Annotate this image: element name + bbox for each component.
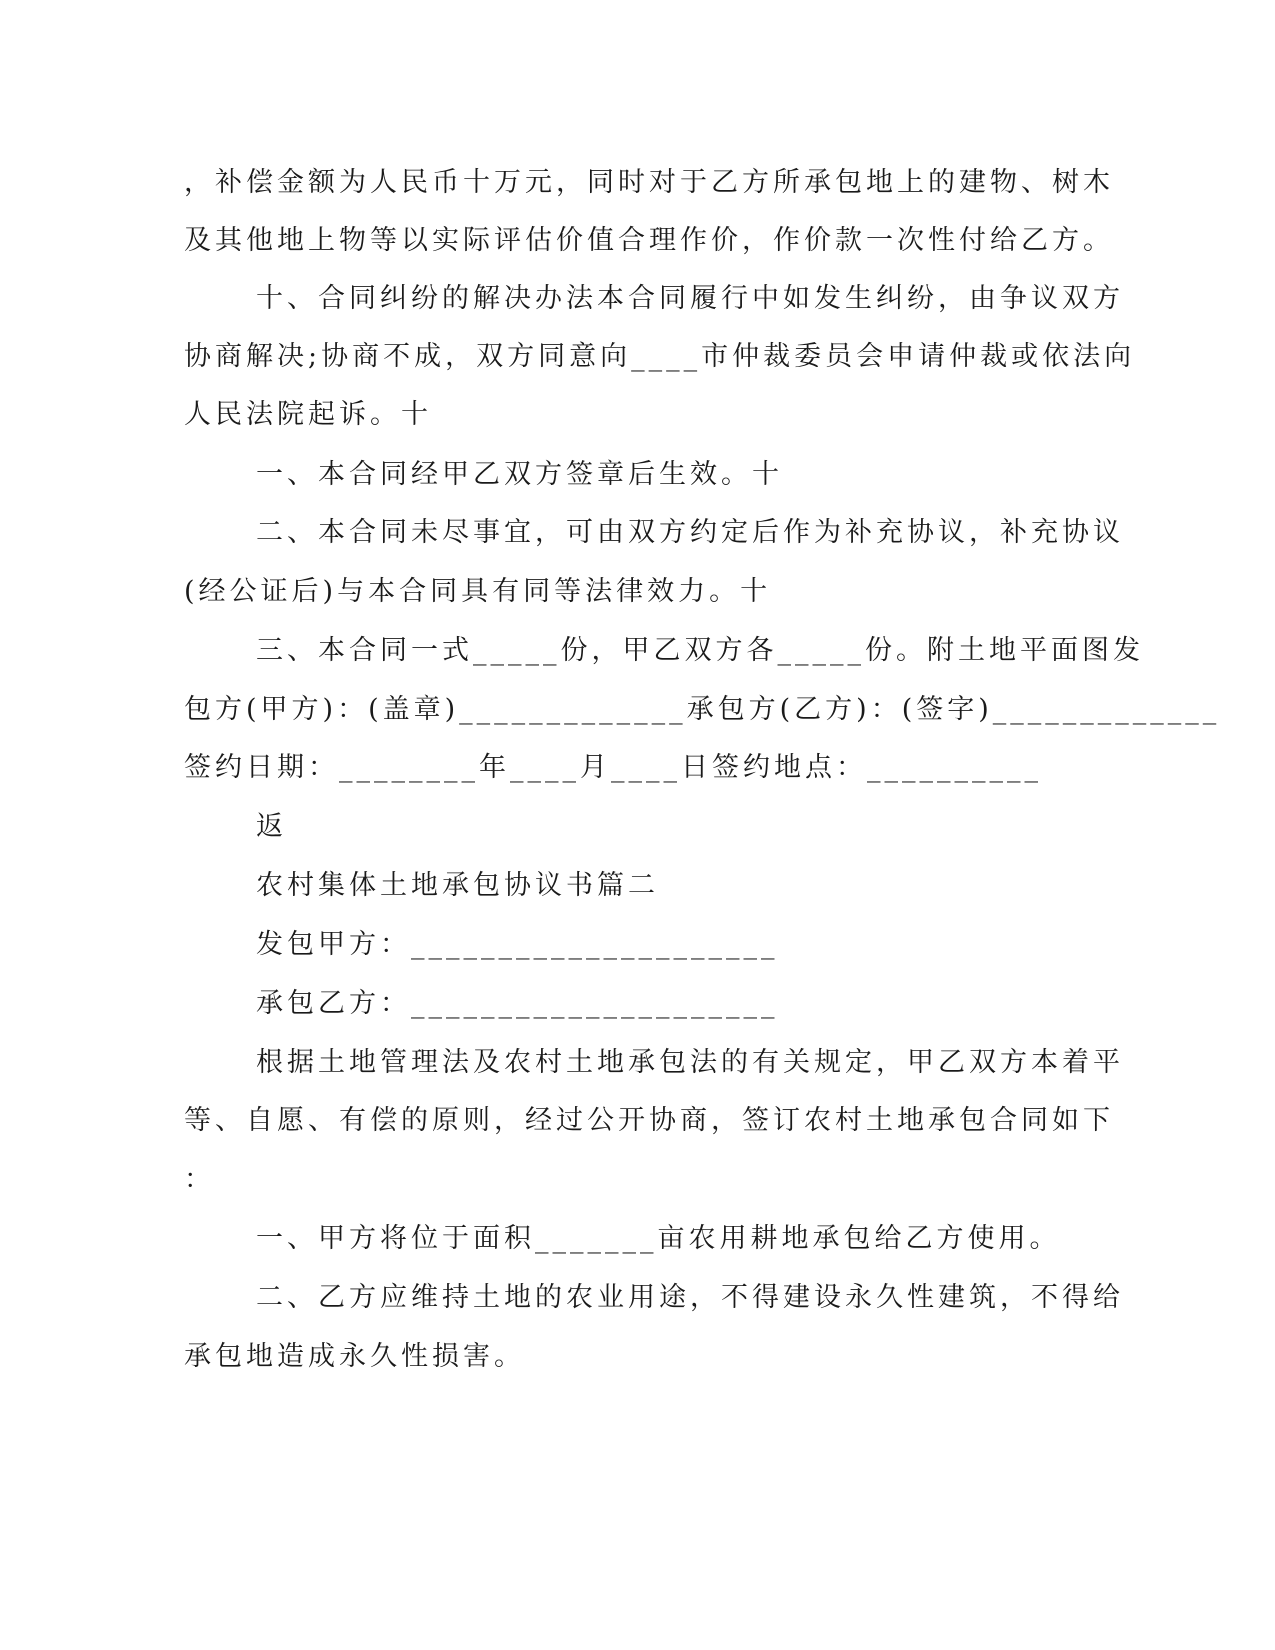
text-line: ：: [184, 1164, 215, 1195]
text-line: 协商解决;协商不成，双方同意向____市仲裁委员会申请仲裁或依法向: [184, 341, 1136, 372]
date-place-line: 签约日期：________年____月____日签约地点：__________: [184, 752, 1042, 783]
section-title: 农村集体土地承包协议书篇二: [256, 870, 659, 901]
text-line: 等、自愿、有偿的原则，经过公开协商，签订农村土地承包合同如下: [184, 1105, 1114, 1136]
text-line: 一、本合同经甲乙双方签章后生效。十: [256, 459, 783, 490]
text-line: 一、甲方将位于面积_______亩农用耕地承包给乙方使用。: [256, 1223, 1061, 1254]
signature-line: 包方(甲方)：(盖章)_____________承包方(乙方)：(签字)_____________: [184, 694, 1221, 725]
text-line: 人民法院起诉。十: [184, 399, 432, 430]
party-a-line: 发包甲方：_____________________: [256, 929, 779, 960]
text-line: 十、合同纠纷的解决办法本合同履行中如发生纠纷，由争议双方: [256, 283, 1124, 314]
text-line: ，补偿金额为人民币十万元，同时对于乙方所承包地上的建物、树木: [184, 167, 1114, 198]
text-line: 二、本合同未尽事宜，可由双方约定后作为补充协议，补充协议: [256, 517, 1124, 548]
text-line: 三、本合同一式_____份，甲乙双方各_____份。附土地平面图发: [256, 635, 1144, 666]
text-line: 承包地造成永久性损害。: [184, 1341, 525, 1372]
text-line: 二、乙方应维持土地的农业用途，不得建设永久性建筑，不得给: [256, 1282, 1124, 1313]
text-line: 根据土地管理法及农村土地承包法的有关规定，甲乙双方本着平: [256, 1047, 1124, 1078]
party-b-line: 承包乙方：_____________________: [256, 988, 779, 1019]
text-line: 返: [256, 811, 287, 842]
text-line: (经公证后)与本合同具有同等法律效力。十: [184, 576, 772, 607]
text-line: 及其他地上物等以实际评估价值合理作价，作价款一次性付给乙方。: [184, 225, 1114, 256]
